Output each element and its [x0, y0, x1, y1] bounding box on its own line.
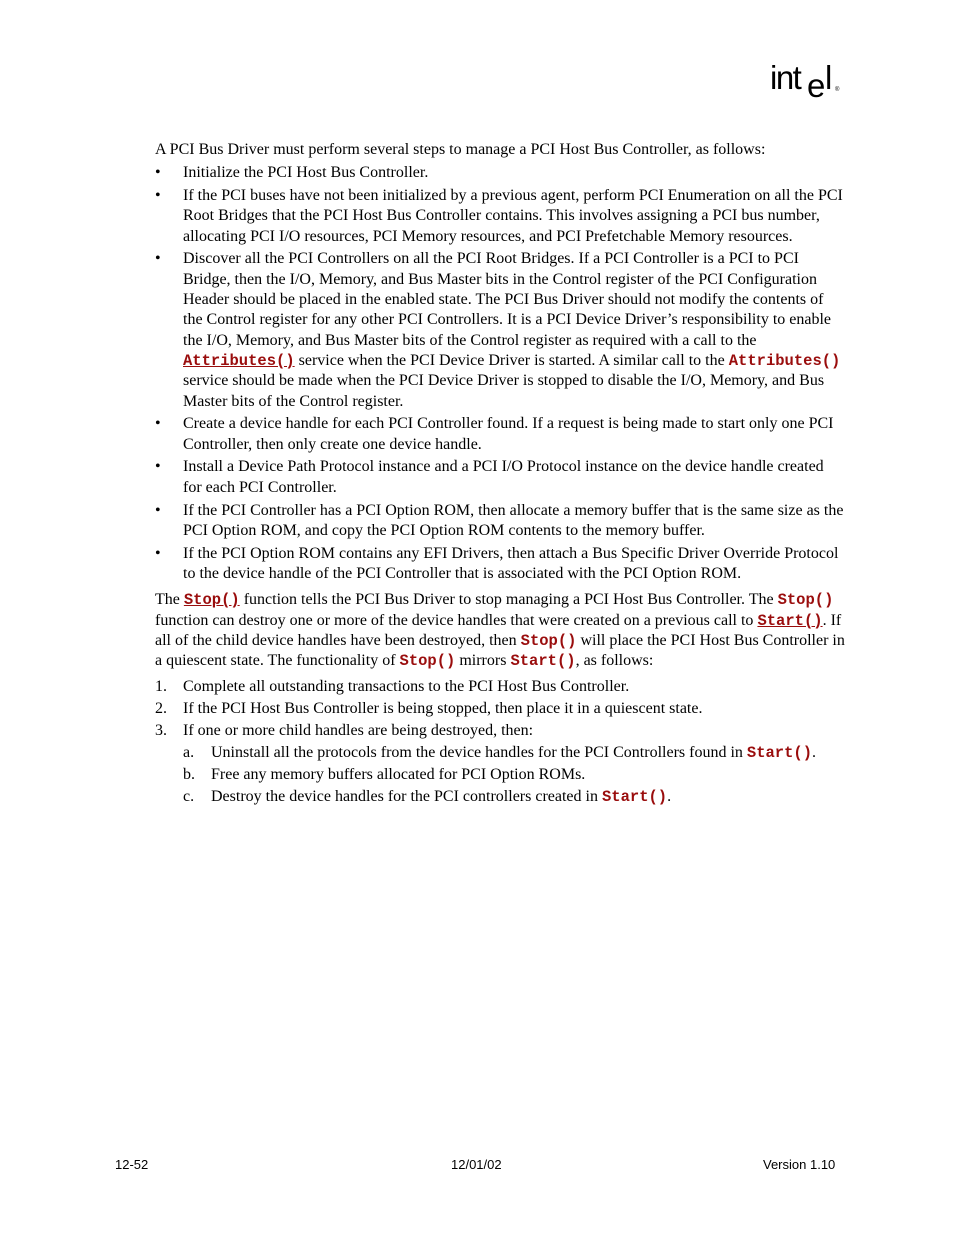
- list-item: • If the PCI buses have not been initialized by a previous agent, perform PCI Enumeration on all the PCI Root Bridges that the PCI Host Bus Controller contains. This involves assigning a PCI bus number, allocating PCI I/O resources, PCI Memory resources, and PCI Prefetchable Memory resources.: [155, 187, 843, 245]
- list-item: 3. If one or more child handles are being destroyed, then: a. Uninstall all the protocols from the device handles for the PCI Controllers found in Start(). b. Free any memory buffers allocated for PCI Option ROMs. c. Destroy the device handles for the PCI controllers created in Start().: [155, 721, 845, 807]
- stop-link[interactable]: Stop(): [183, 591, 240, 610]
- svg-text:e: e: [807, 67, 826, 102]
- stop-steps-list: [155, 677, 845, 807]
- stop-code: Stop(): [399, 652, 456, 671]
- steps-bullet-list: [155, 163, 845, 584]
- footer-date: 12/01/02: [451, 1157, 502, 1172]
- svg-text:®: ®: [835, 87, 840, 93]
- attributes-code: Attributes(): [728, 351, 841, 370]
- intel-logo: [770, 58, 842, 102]
- list-item: • Discover all the PCI Controllers on all the PCI Root Bridges. If a PCI Controller is a PCI to PCI Bridge, then the I/O, Memory, and Bus Master bits in the Control register of the PCI Configuration Header should be placed in the enabled state. The PCI Bus Driver should not modify the contents of the Control register for any other PCI Controllers. It is a PCI Device Driver’s responsibility to enable the I/O, Memory, and Bus Master bits of the Control register as required with a call to the Attributes() service when the PCI Device Driver is started. A similar call to the Attributes() service should be made when the PCI Device Driver is stopped to disable the I/O, Memory, and Bus Master bits of the Control register.: [155, 250, 841, 410]
- list-item: 2. If the PCI Host Bus Controller is being stopped, then place it in a quiescent state.: [155, 700, 703, 718]
- stop-paragraph: The Stop() function tells the PCI Bus Driver to stop managing a PCI Host Bus Controller. The Stop() function can destroy one or more of the device handles that were created on a previous call to Start(). If all of the child device handles have been destroyed, then Stop() will place the PCI Host Bus Controller in a quiescent state. The functionality of Stop() mirrors Start(), as follows:: [155, 591, 845, 671]
- list-item: • Create a device handle for each PCI Controller found. If a request is being made to start only one PCI Controller, then only create one device handle.: [155, 415, 834, 453]
- start-code: Start(): [746, 744, 813, 763]
- intel-logo-mark: [770, 58, 842, 102]
- stop-code: Stop(): [777, 591, 834, 610]
- substeps-list: [183, 743, 845, 807]
- start-link[interactable]: Start(): [757, 611, 823, 630]
- list-item: c. Destroy the device handles for the PCI controllers created in Start().: [183, 787, 672, 806]
- list-item: • Install a Device Path Protocol instance and a PCI I/O Protocol instance on the device handle created for each PCI Controller.: [155, 458, 824, 496]
- attributes-link[interactable]: Attributes(): [183, 351, 295, 370]
- list-item: b. Free any memory buffers allocated for PCI Option ROMs.: [183, 766, 586, 784]
- svg-text:int: int: [770, 59, 801, 96]
- start-code: Start(): [510, 652, 576, 671]
- list-item: • If the PCI Option ROM contains any EFI Drivers, then attach a Bus Specific Driver Override Protocol to the device handle of the PCI Controller that is associated with the PCI Option ROM.: [155, 544, 839, 582]
- list-item: • If the PCI Controller has a PCI Option ROM, then allocate a memory buffer that is the same size as the PCI Option ROM, and copy the PCI Option ROM contents to the memory buffer.: [155, 501, 844, 539]
- footer-version: Version 1.10: [763, 1157, 836, 1172]
- list-item: 1. Complete all outstanding transactions to the PCI Host Bus Controller.: [155, 678, 630, 696]
- intro-paragraph: A PCI Bus Driver must perform several steps to manage a PCI Host Bus Controller, as follows:: [155, 141, 766, 158]
- svg-text:l: l: [825, 59, 833, 96]
- page-body: [155, 140, 845, 809]
- list-item: a. Uninstall all the protocols from the device handles for the PCI Controllers found in Start().: [183, 744, 817, 763]
- list-item: • Initialize the PCI Host Bus Controller.: [155, 164, 429, 182]
- stop-code: Stop(): [520, 631, 577, 650]
- page-number: 12-52: [115, 1157, 149, 1172]
- start-code: Start(): [601, 787, 668, 806]
